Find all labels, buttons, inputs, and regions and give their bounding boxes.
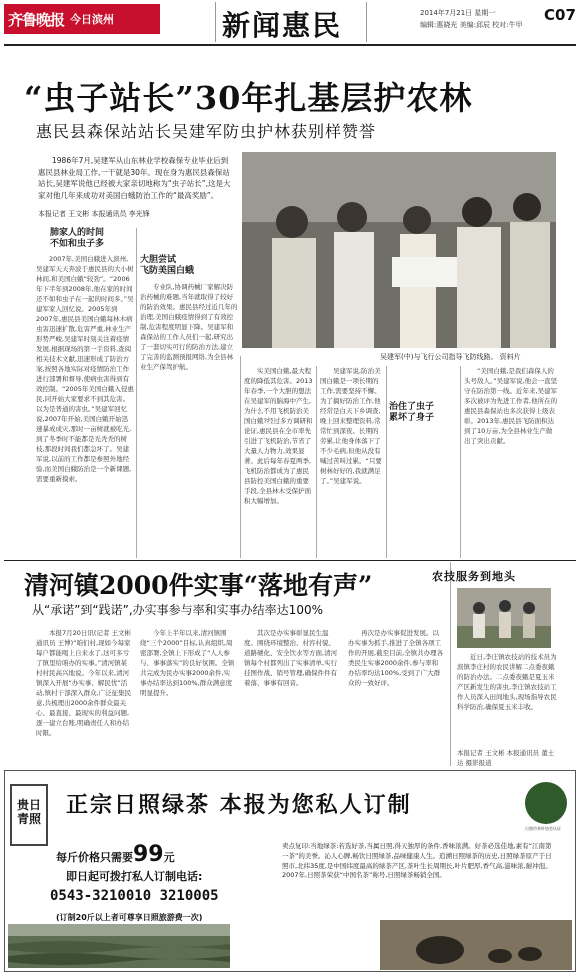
photo-illustration bbox=[242, 152, 556, 348]
ad-logo bbox=[10, 784, 48, 846]
sidebar-title: 农技服务到地头 bbox=[432, 570, 516, 583]
ad-logo-top: 贵日 bbox=[16, 798, 41, 812]
column-divider bbox=[136, 228, 137, 558]
article2-column-1: 本报7月20日讯(记者 王文彬 通讯员 王博)“咱们村,现如今每家每户都能喝上自来水了,这可多亏了镇里给咱办的实事。”清河镇某村村民高兴地说。今年以来,清河镇深入开展“办实事、解民忧”活动,镇村干部深入群众,广泛征集民意,共梳理出2000余件群众最关心、最直接、最现实的利益问题,逐一建立台账,明确责任人和办结时限。 bbox=[36, 629, 132, 737]
tea-field-photo bbox=[8, 924, 230, 968]
page-number: C07 bbox=[544, 6, 576, 24]
article2-column-3: 其次是办实事彰显民生温度。围绕环境整治、村容村貌、道路硬化、安全饮水等方面,清河镇每个村都列出了实事清单,实行挂图作战、销号管理,确保件件有着落、事事有回音。 bbox=[244, 629, 338, 687]
section-rule bbox=[4, 560, 576, 561]
article2-column-2: 今年上半年以来,清河镇围绕“三个2000”目标,认真组织,周密部署,全镇上下形成了“人人参与、事事落实”的良好氛围。全镇共完成为民办实事2000余件,实事办结率达到100%,群众满意度明显提升。 bbox=[140, 629, 235, 697]
sidebar-photo-illustration bbox=[457, 588, 551, 648]
subhead-1-text: 肺家人的时间 不如和虫子多 bbox=[50, 228, 105, 249]
badge-caption: 日照市茶叶协会认证 bbox=[525, 826, 561, 831]
subhead-3-text: 治住了虫子 累坏了身子 bbox=[389, 402, 435, 423]
photo-caption: 吴建军(中)与飞行公司指导飞防线路。 资料片 bbox=[380, 353, 521, 361]
sidebar-text: 近日,李庄镇农技站的技术员为滨镇李庄村的农民讲解二点委夜蛾的防治办法。二点委夜蛾是夏玉米产区新发生的害虫,李庄镇农技站工作人员深入田间地头,现场指导农民科学防治,确保夏玉米丰收。 bbox=[457, 653, 557, 711]
ad-note: (订制20斤以上者可尊享日照旅游费一次) bbox=[56, 913, 203, 922]
certification-badge bbox=[525, 782, 567, 824]
price-value: 99 bbox=[133, 842, 164, 867]
page-title: 新闻惠民 bbox=[222, 9, 343, 42]
column-divider bbox=[386, 366, 387, 558]
subhead-2 bbox=[140, 255, 194, 277]
article-column-1: 2007年,美国白蛾进入滨州,吴建军天天奔波于惠民县的大小树林间,和美国白蛾“较劲”。“2006年下半年到2008年,他在家的时间还不如和虫子在一起的时间多。”吴建军家人回忆说。2005年到2007年,惠民县美国白蛾每林木病虫害迅速扩散,危害严重,林业生产形势严峻,吴建军时刻关注着疫情发展,根据现场的第一手资料,查阅相关技术文献,迅速形成了防治方案,按照各地实际对疫情防治工作进行部署和督导,使病虫害得到有效控制。“2005年美国白蛾入侵惠民,同开始大家要求不到其危害。以为是普通的害虫。”吴建军回忆说,2007年开始,美国白蛾开始迅速暴成成灾,那时一亩树就被吃光,到了冬季时不能都是光秃秃的树枝,那段时间我们都急坏了。吴建军说,以前的工作都是参照外地经验,而美国白蛾防治是一个新课题,需要重新摸索。 bbox=[36, 255, 134, 483]
second-subheadline: 从“承诺”到“践诺”,办实事参与率和实事办结率达100% bbox=[32, 603, 323, 617]
header-rule bbox=[4, 44, 576, 46]
tea-set-photo bbox=[380, 920, 572, 970]
column-divider bbox=[240, 356, 241, 558]
sidebar-byline: 本报记者 王文彬 本报通讯员 董士达 摄影报道 bbox=[457, 749, 555, 767]
tea-field-illustration bbox=[8, 924, 230, 968]
ad-price bbox=[56, 842, 175, 867]
column-divider bbox=[316, 366, 317, 558]
second-headline: 清河镇2000件实事“落地有声” bbox=[24, 571, 373, 600]
subhead-3 bbox=[389, 402, 434, 424]
article-column-2a bbox=[140, 228, 238, 254]
tea-set-illustration bbox=[380, 920, 572, 970]
price-prefix: 每斤价格只需要 bbox=[56, 851, 133, 864]
issue-date: 2014年7月21日 星期一 bbox=[420, 9, 496, 17]
ad-body-text: 卖点复印:当地绿茶:若选好茶,当属日照,得天独厚的条件,香味浓满。好茶必选佳地,素有“江南第一茶”的美誉。沁人心脾,畅饮日照绿茶,品味健康人生。追溯日照绿茶的历史,日照绿茶原产于日照市,北纬35度,是中国纬度最高的绿茶产区,茶叶生长周期长,叶片肥厚,香气高,滋味浓,耐冲泡。2007年,日照茶荣获“中国名茶”称号,日照绿茶畅销全国。 bbox=[282, 842, 552, 880]
sidebar-photo bbox=[457, 588, 551, 648]
ad-logo-bottom: 青照 bbox=[16, 812, 41, 826]
article-lead: 1986年7月,吴建军从山东林业学校森保专业毕业后到惠民县林业局工作,一干就是30年。现在身为惠民县森保站站长,吴建军说他已经被大家亲切地称为“虫子站长”,这是大家对他几年来成功对美国白蛾防治工作的“最高奖励”。 bbox=[38, 156, 231, 200]
column-divider bbox=[460, 366, 461, 558]
article-column-4: 吴建军说,防治美国白蛾是一项长期的工作,需要坚持不懈。为了搞好防治工作,他经常是白天下乡调查,晚上回来整理资料,常常忙到深夜。长期的劳累,让他身体落下了不少毛病,但他从没有喊过苦叫过累。“只要树林好好的,我就满足了。”吴建军说。 bbox=[320, 367, 382, 485]
main-subheadline: 惠民县森保站站长吴建军防虫护林获别样赞誉 bbox=[36, 122, 377, 141]
price-unit: 元 bbox=[163, 851, 175, 864]
ad-call-line: 即日起可拨打私人订制电话: bbox=[66, 870, 203, 883]
article-column-2: 专业队,协调药械厂家解决防治药械的难题,当年就取得了较好的防治效果。惠民县经过近几年的治理,美国白蛾疫情得到了有效控制,危害程度明显下降。吴建军和森保站的工作人员们一起,研究出了一套切实可行的防治方法,建立了完善的监测预报网络,为全县林业生产保驾护航。 bbox=[140, 283, 238, 371]
editor-credits: 编辑:惠晓光 美编:邱辰 校对:牛甲 bbox=[420, 21, 523, 29]
ad-title: 正宗日照绿茶 本报为您私人订制 bbox=[66, 793, 412, 818]
news-photo bbox=[242, 152, 556, 348]
article-column-3: 实美国白蛾,最大程度的降低其危害。2013年春季,一个大胆的想法在吴建军的脑海中产生,为什么不用飞机防治美国白蛾?经过多方调研和论证,惠民县在全市率先引进了飞机防治,节省了大量人力物力,效果显著。此后每年春夏两季,飞机防治都成为了惠民县防控美国白蛾的重要手段,全县林木受保护面积大幅增加。 bbox=[244, 367, 313, 505]
newspaper-logo: 齐鲁晚报 bbox=[8, 11, 65, 29]
article-column-5: “美国白蛾,是我们森保人的头号敌人。”吴建军说,他会一直坚守在防治第一线。近年来,吴建军多次被评为先进工作者,他所在的惠民县森保站也多次获得上级表彰。2013年,惠民县飞防面积达到了10万亩,为全县林业生产做出了突出贡献。 bbox=[464, 367, 558, 445]
section-label: 今日滨州 bbox=[70, 13, 114, 26]
subhead-1 bbox=[50, 228, 104, 250]
sidebar-divider bbox=[450, 562, 451, 766]
ad-phone-numbers: 0543-3210010 3210005 bbox=[50, 888, 219, 904]
main-headline: “虫子站长”30年扎基层护农林 bbox=[24, 79, 473, 117]
subhead-2-text: 大胆尝试 飞防美国白蛾 bbox=[140, 255, 195, 276]
article-byline: 本报记者 王文彬 本报通讯员 李光锋 bbox=[38, 210, 150, 218]
article2-column-4: 再次是办实事促进发展。以办实事为抓手,推进了全镇各项工作的开展,截至目前,全镇共办理各类民生实事2000余件,参与率和办结率均达100%,受到了广大群众的一致好评。 bbox=[348, 629, 444, 687]
